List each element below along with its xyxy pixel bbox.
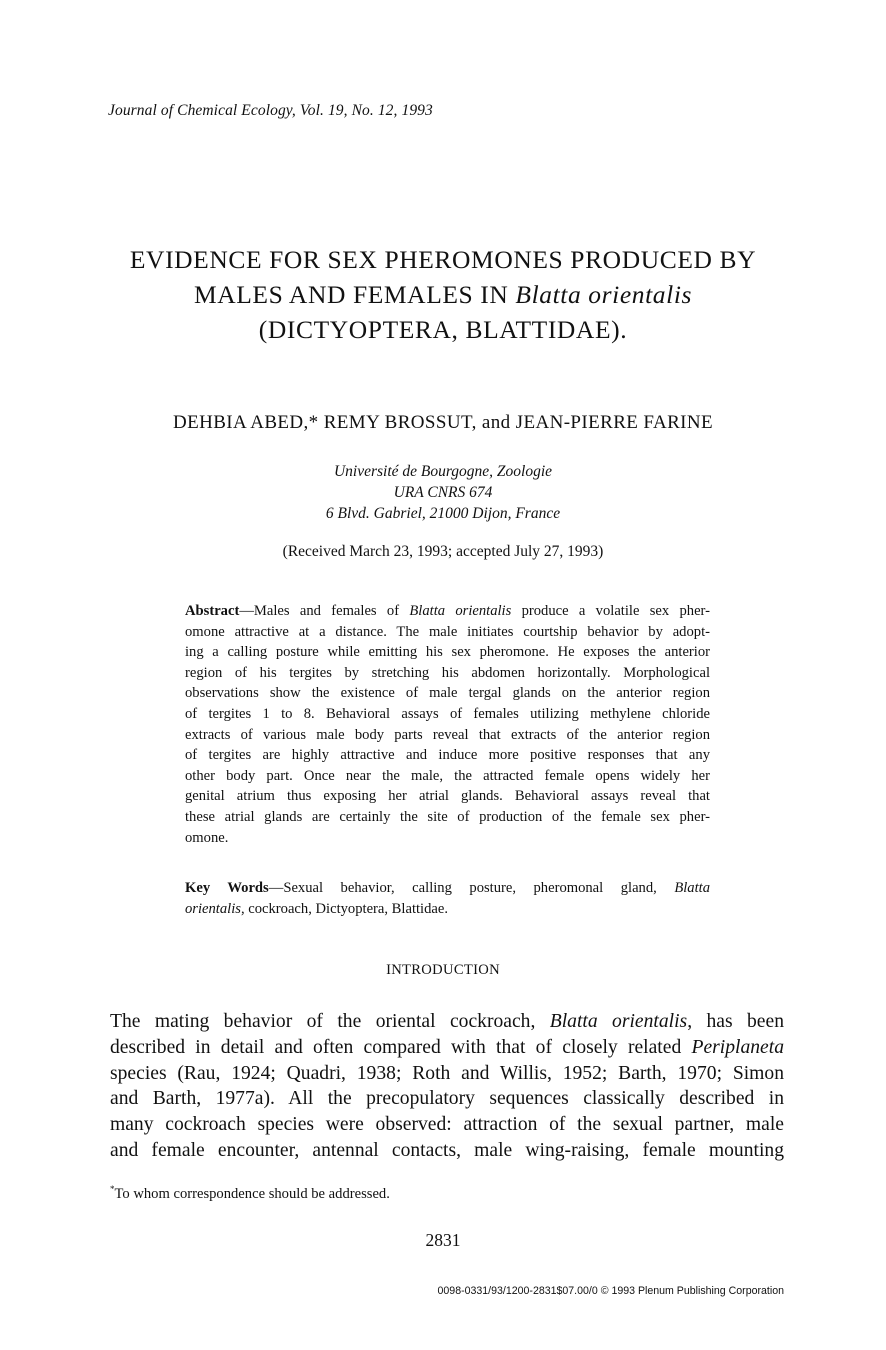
key-words-line-1: Key Words—Sexual behavior, calling posture, pheromonal gland, Blatta (185, 880, 710, 896)
copyright-line: 0098-0331/93/1200-2831$07.00/0 © 1993 Plenum Publishing Corporation (437, 1285, 784, 1297)
body-line: and female encounter, antennal contacts, male wing-raising, female mounting (110, 1139, 784, 1161)
key-words (185, 878, 710, 920)
title-line-2: MALES AND FEMALES IN Blatta orientalis (193, 280, 693, 309)
abstract-line: region of his tergites by stretching his abdomen horizontally. Morphological (185, 664, 710, 681)
author-list: DEHBIA ABED,* REMY BROSSUT, and JEAN-PIERRE FARINE (172, 412, 714, 433)
page-number: 2831 (425, 1230, 461, 1250)
introduction-heading: INTRODUCTION (386, 962, 500, 978)
abstract-line: genital atrium thus exposing her atrial glands. Behavioral assays reveal that (185, 788, 710, 805)
abstract-line: Abstract—Males and females of Blatta orientalis produce a volatile sex pher- (185, 603, 710, 619)
journal-citation: Journal of Chemical Ecology, Vol. 19, No. 12, 1993 (108, 102, 433, 119)
abstract-line: extracts of various male body parts reveal that extracts of the anterior region (185, 726, 710, 743)
abstract (185, 601, 710, 848)
footnote-mark: * (110, 1184, 115, 1194)
received-dates: (Received March 23, 1993; accepted July 27, 1993) (282, 543, 604, 560)
footnote: *To whom correspondence should be addressed. (110, 1184, 390, 1202)
introduction-body (110, 1009, 784, 1164)
body-line: The mating behavior of the oriental cockroach, Blatta orientalis, has been (110, 1011, 784, 1032)
affiliation (60, 461, 826, 524)
abstract-line: of tergites are highly attractive and induce more positive responses that any (185, 747, 710, 764)
key-words-heading: Key Words (185, 880, 269, 896)
abstract-line: omone attractive at a distance. The male initiates courtship behavior by adopt- (185, 623, 710, 640)
body-line: and Barth, 1977a). All the precopulatory sequences classically described in (110, 1088, 784, 1110)
affiliation-line-2: URA CNRS 674 (393, 484, 493, 501)
abstract-heading: Abstract (185, 603, 240, 619)
abstract-line: omone. (185, 829, 229, 846)
article-title (60, 242, 826, 347)
title-species-name: Blatta orientalis (515, 280, 693, 309)
affiliation-line-3: 6 Blvd. Gabriel, 21000 Dijon, France (325, 505, 561, 522)
abstract-line: of tergites 1 to 8. Behavioral assays of females utilizing methylene chloride (185, 705, 710, 722)
body-line: many cockroach species were observed: attraction of the sexual partner, male (110, 1114, 784, 1136)
abstract-line: ing a calling posture while emitting his sex pheromone. He exposes the anterior (185, 644, 710, 661)
abstract-line: observations show the existence of male tergal glands on the anterior region (185, 685, 710, 702)
body-line: described in detail and often compared with that of closely related Periplaneta (110, 1036, 784, 1058)
affiliation-line-1: Université de Bourgogne, Zoologie (333, 463, 553, 480)
abstract-line: other body part. Once near the male, the attracted female opens widely her (185, 767, 710, 784)
title-line-1: EVIDENCE FOR SEX PHEROMONES PRODUCED BY (129, 245, 757, 274)
abstract-line: these atrial glands are certainly the site of production of the female sex pher- (185, 808, 710, 825)
key-words-line-2: orientalis, cockroach, Dictyoptera, Blattidae. (185, 901, 449, 917)
title-line-3: (DICTYOPTERA, BLATTIDAE). (258, 315, 628, 344)
body-line: species (Rau, 1924; Quadri, 1938; Roth and Willis, 1952; Barth, 1970; Simon (110, 1062, 784, 1084)
